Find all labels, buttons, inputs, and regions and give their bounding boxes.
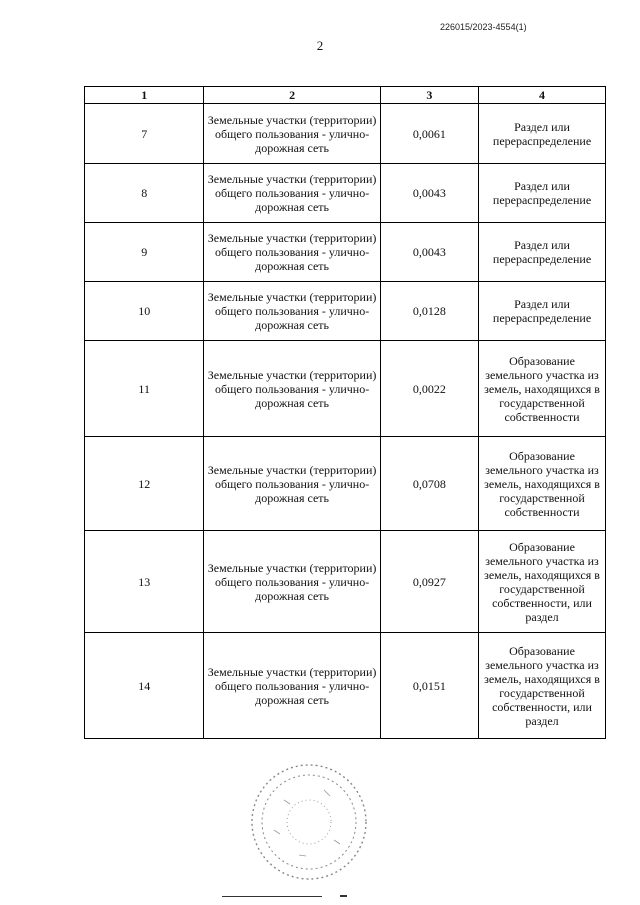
plot-type: Земельные участки (территории) общего пользования - улично-дорожная сеть — [204, 531, 380, 633]
column-header-3: 3 — [380, 87, 478, 104]
column-header-2: 2 — [204, 87, 380, 104]
row-number: 13 — [85, 531, 204, 633]
signature-line — [222, 896, 322, 897]
row-number: 14 — [85, 633, 204, 739]
document-id: 226015/2023-4554(1) — [440, 22, 527, 32]
table-row — [85, 341, 606, 437]
official-seal-stamp — [244, 760, 374, 885]
table-row — [85, 437, 606, 531]
page-number: 2 — [316, 38, 324, 53]
plot-type: Земельные участки (территории) общего пользования - улично-дорожная сеть — [204, 341, 380, 437]
formation-method: Раздел или перераспределение — [479, 282, 606, 341]
plot-type: Земельные участки (территории) общего пользования - улично-дорожная сеть — [204, 437, 380, 531]
plot-area: 0,0061 — [380, 104, 478, 164]
formation-method: Раздел или перераспределение — [479, 223, 606, 282]
row-number: 10 — [85, 282, 204, 341]
plot-area: 0,0128 — [380, 282, 478, 341]
column-header-4: 4 — [479, 87, 606, 104]
row-number: 7 — [85, 104, 204, 164]
table-row — [85, 223, 606, 282]
row-number: 11 — [85, 341, 204, 437]
plot-area: 0,0022 — [380, 341, 478, 437]
table-row — [85, 531, 606, 633]
plot-type: Земельные участки (территории) общего пользования - улично-дорожная сеть — [204, 282, 380, 341]
formation-method: Раздел или перераспределение — [479, 164, 606, 223]
table-row — [85, 633, 606, 739]
table-row — [85, 164, 606, 223]
formation-method: Образование земельного участка из земель, находящихся в государственной собственности — [479, 437, 606, 531]
plot-type: Земельные участки (территории) общего пользования - улично-дорожная сеть — [204, 164, 380, 223]
plot-area: 0,0043 — [380, 164, 478, 223]
signature-dash — [340, 895, 347, 897]
formation-method: Образование земельного участка из земель, находящихся в государственной собственности — [479, 341, 606, 437]
formation-method: Раздел или перераспределение — [479, 104, 606, 164]
plot-type: Земельные участки (территории) общего пользования - улично-дорожная сеть — [204, 633, 380, 739]
plot-area: 0,0151 — [380, 633, 478, 739]
table-row — [85, 104, 606, 164]
land-plots-table — [84, 86, 606, 739]
plot-area: 0,0927 — [380, 531, 478, 633]
table-row — [85, 282, 606, 341]
plot-type: Земельные участки (территории) общего пользования - улично-дорожная сеть — [204, 104, 380, 164]
row-number: 8 — [85, 164, 204, 223]
row-number: 9 — [85, 223, 204, 282]
plot-area: 0,0043 — [380, 223, 478, 282]
formation-method: Образование земельного участка из земель, находящихся в государственной собственности, или раздел — [479, 633, 606, 739]
table-header-row — [85, 87, 606, 104]
column-header-1: 1 — [85, 87, 204, 104]
row-number: 12 — [85, 437, 204, 531]
plot-type: Земельные участки (территории) общего пользования - улично-дорожная сеть — [204, 223, 380, 282]
formation-method: Образование земельного участка из земель, находящихся в государственной собственности, или раздел — [479, 531, 606, 633]
plot-area: 0,0708 — [380, 437, 478, 531]
